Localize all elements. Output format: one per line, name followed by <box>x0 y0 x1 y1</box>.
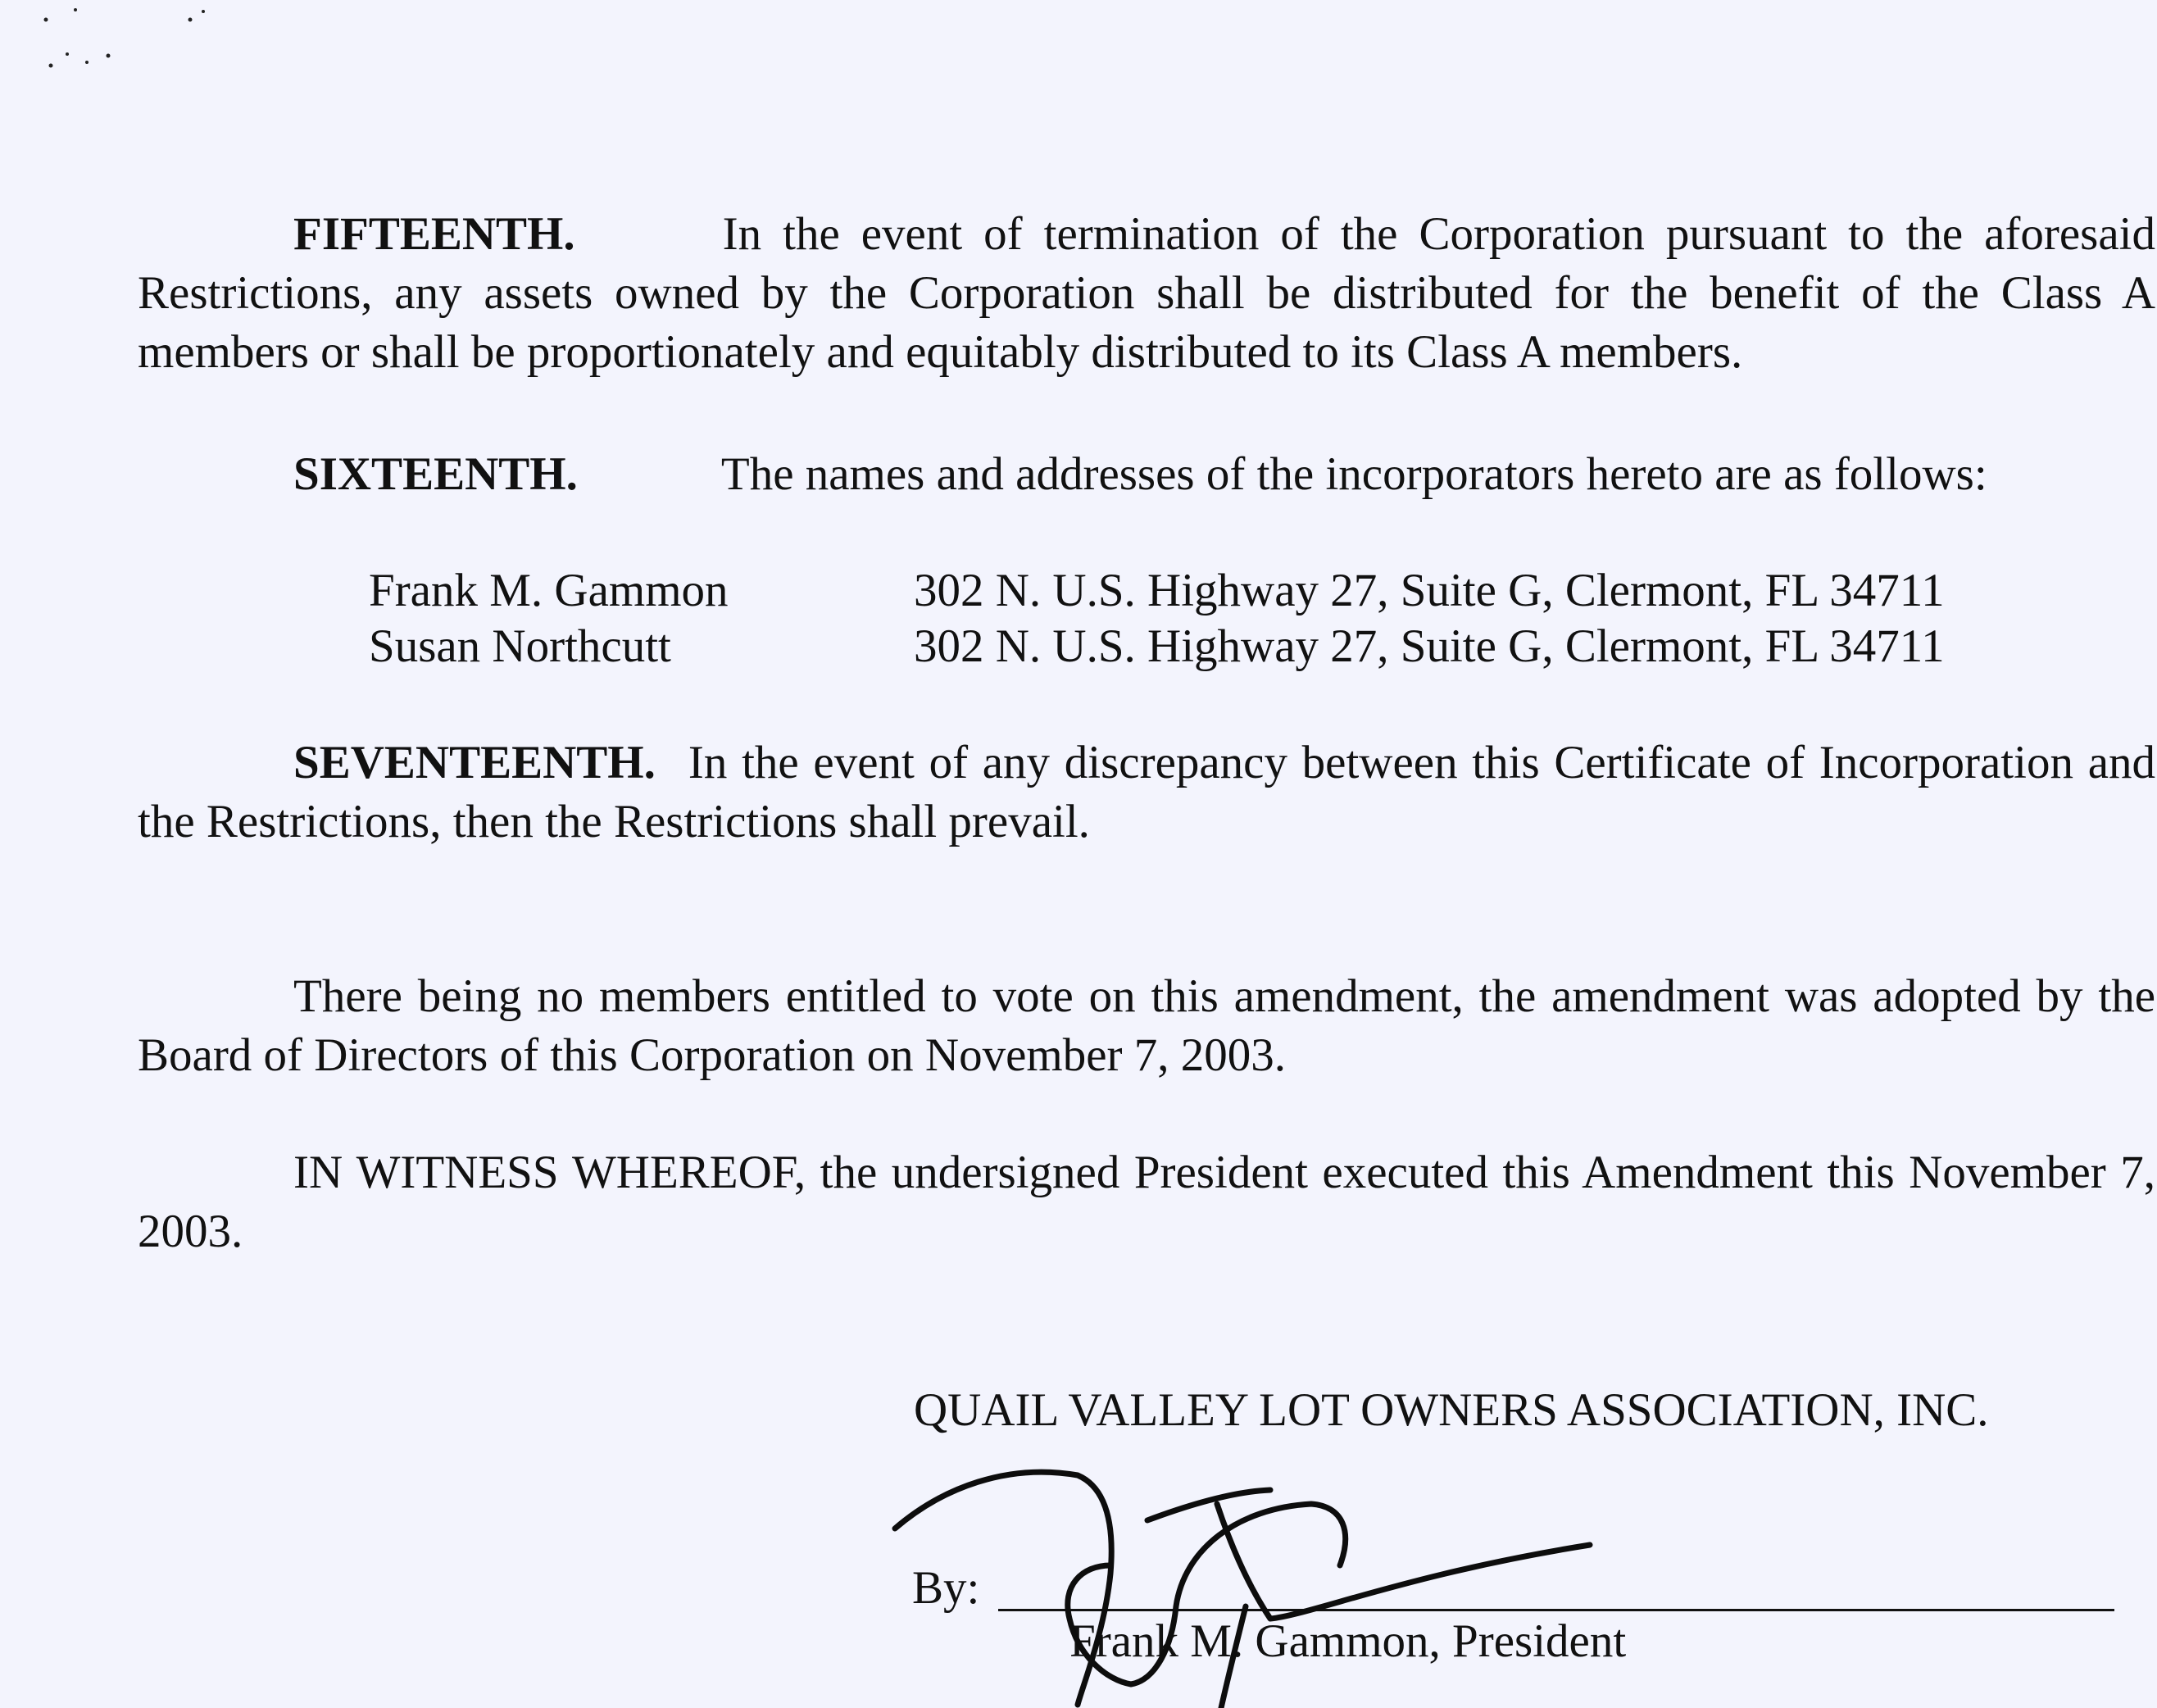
incorporator-row <box>0 618 2157 675</box>
incorporator-address: 302 N. U.S. Highway 27, Suite G, Clermont, FL 34711 <box>914 620 1945 672</box>
association-name: QUAIL VALLEY LOT OWNERS ASSOCIATION, INC. <box>914 1384 1989 1436</box>
incorporator-address: 302 N. U.S. Highway 27, Suite G, Clermont, FL 34711 <box>914 565 1945 616</box>
paragraph-body: In the event of termination of the Corporation pursuant to the aforesaid Restrictions, any assets owned by the Corporation shall be distributed for the benefit of the Class A members or shall be proportionately and equitably distributed to its Class A members. <box>138 208 2155 378</box>
paragraph-body: There being no members entitled to vote on this amendment, the amendment was adopted by the Board of Directors of this Corporation on November 7, 2003. <box>138 970 2155 1081</box>
incorporator-row <box>0 562 2157 620</box>
paragraph-heading: SEVENTEENTH. <box>293 737 656 788</box>
paragraph-heading: SIXTEENTH. <box>293 448 578 500</box>
by-label: By: <box>912 1562 980 1614</box>
paragraph-body: The names and addresses of the incorporators hereto are as follows: <box>720 448 1987 500</box>
paragraph-fifteenth <box>138 205 2155 382</box>
handwritten-signature <box>885 1442 1623 1708</box>
incorporator-name: Frank M. Gammon <box>369 565 729 616</box>
paragraph-heading: FIFTEENTH. <box>293 208 575 260</box>
paragraph-adoption <box>138 967 2155 1085</box>
paragraph-seventeenth <box>138 734 2155 852</box>
paragraph-body: IN WITNESS WHEREOF, the undersigned President executed this Amendment this November 7, 2003. <box>138 1147 2155 1257</box>
paragraph-body: In the event of any discrepancy between this Certificate of Incorporation and the Restrictions, then the Restrictions shall prevail. <box>138 737 2155 847</box>
paragraph-sixteenth <box>138 445 2155 504</box>
signer-name: Frank M. Gammon, President <box>1069 1615 1627 1667</box>
scan-specks <box>0 0 246 82</box>
paragraph-witness <box>138 1143 2155 1261</box>
incorporator-name: Susan Northcutt <box>369 620 671 672</box>
